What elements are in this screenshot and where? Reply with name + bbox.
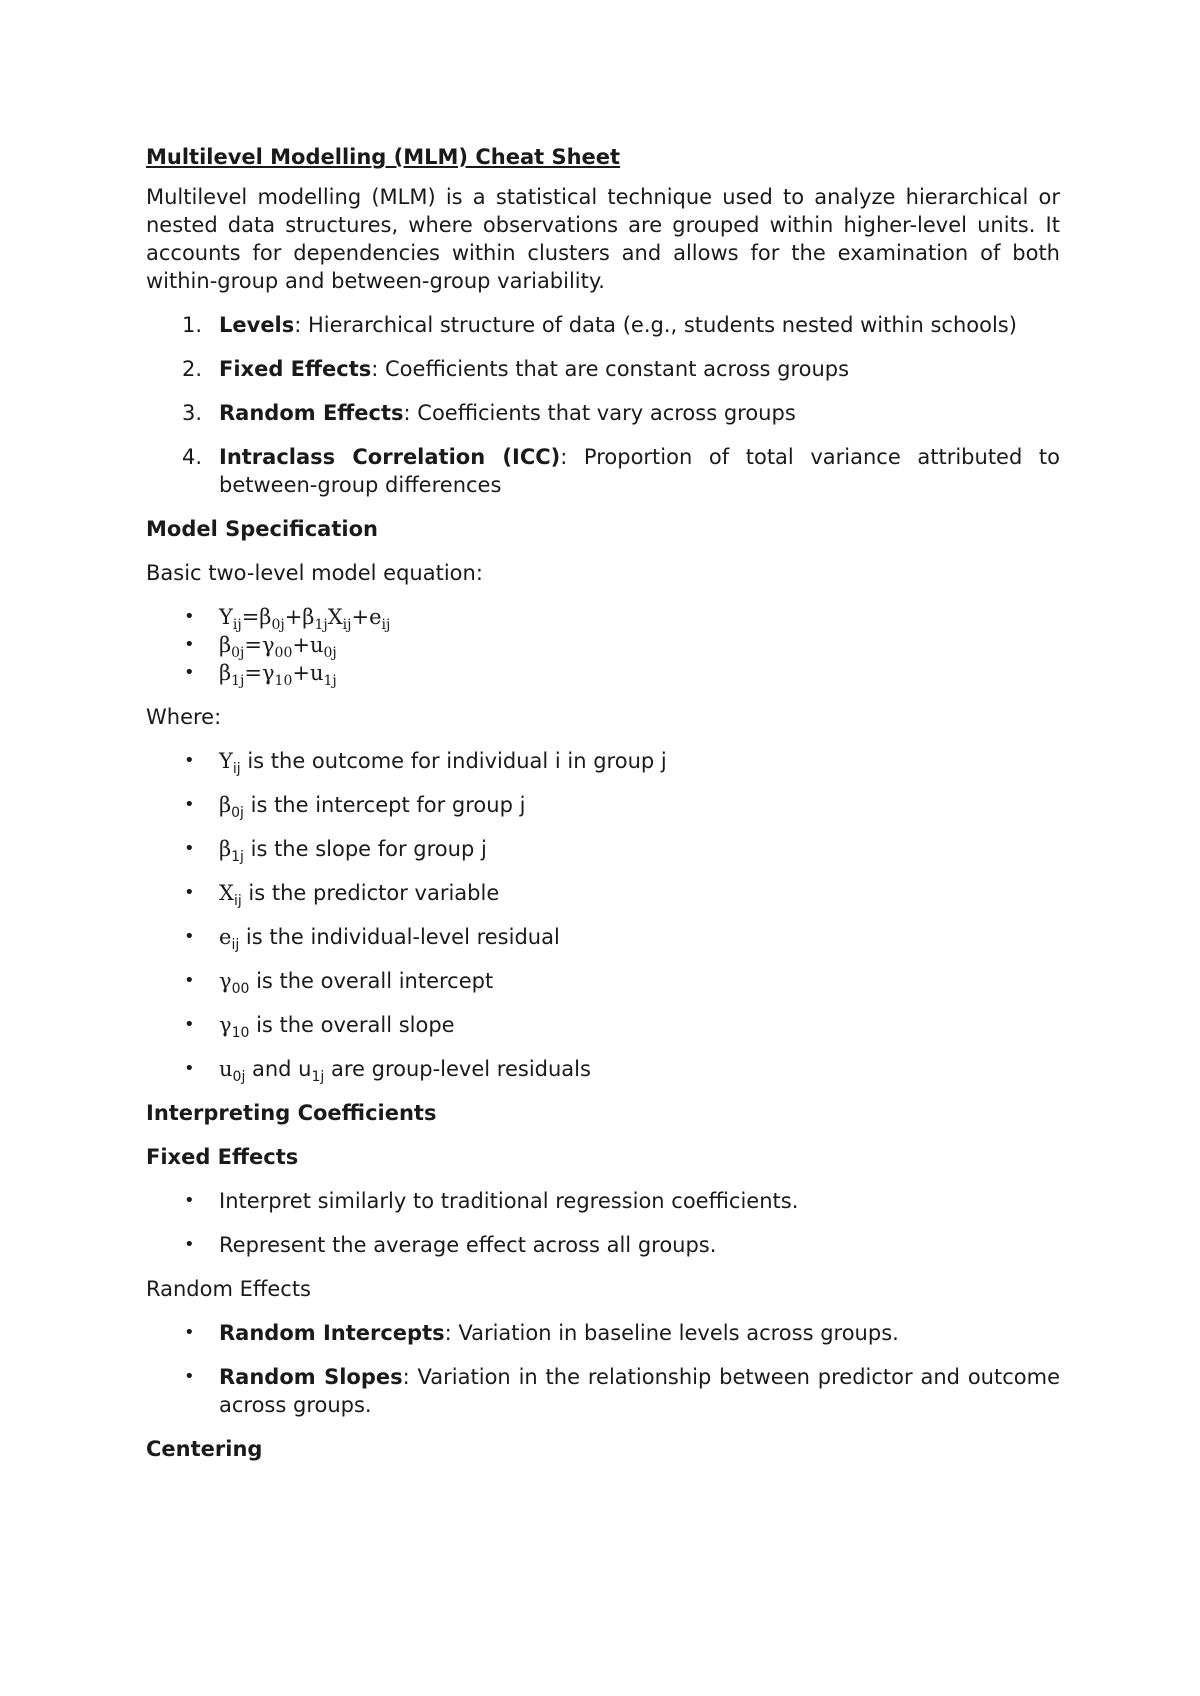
bullet-icon: • [184,1190,195,1211]
bullet-icon: • [184,1014,195,1035]
list-item [146,399,1060,427]
where-list [146,747,1060,1083]
bullet-icon: • [184,1234,195,1255]
document-body [146,143,1060,1479]
list-number: 2. [182,357,203,381]
list-item [146,1231,1060,1259]
concept-description: : Coefficients that vary across groups [403,401,796,425]
bullet-icon: • [184,1366,195,1387]
symbol-description: is the predictor variable [241,881,500,905]
symbol-subscript: 1j [231,849,244,865]
list-item [146,791,1060,819]
symbol-subscript: ij [232,761,241,777]
symbol: u [219,1057,233,1081]
bullet-icon: • [184,634,195,655]
list-item [146,747,1060,775]
list-item [146,1319,1060,1347]
list-item-text: Interpret similarly to traditional regression coefficients. [219,1189,799,1213]
symbol-subscript: 0j [231,805,244,821]
bullet-icon: • [184,926,195,947]
concept-description: : Coefficients that are constant across groups [371,357,850,381]
symbol: β [219,793,232,817]
bullet-icon: • [184,970,195,991]
equation-slope: $\beta_{1j}=\gamma_{10}+u_{1j}$ [219,661,337,689]
random-effects-list [146,1319,1060,1419]
bullet-icon: • [184,606,195,627]
list-item-text: Represent the average effect across all groups. [219,1233,717,1257]
equations-list [146,603,1060,687]
concept-term: Fixed Effects [219,357,372,381]
symbol-subscript: ij [231,937,240,953]
list-item [146,311,1060,339]
section-heading-model-specification: Model Specification [146,517,378,541]
list-item [146,1363,1060,1419]
symbol-description: is the overall slope [249,1013,455,1037]
symbol-subscript: ij [233,893,242,909]
equation-intercept: $\beta_{0j}=\gamma_{00}+u_{0j}$ [219,633,337,661]
concept-term: Intraclass Correlation (ICC) [219,445,561,469]
bullet-icon: • [184,838,195,859]
equation-level-1: $Y_{ij}=\beta_{0j}+\beta_{1j}X_{ij}+e_{ij}$ [219,605,391,633]
concepts-list [146,311,1060,499]
subheading-fixed-effects: Fixed Effects [146,1145,299,1169]
symbol-description: is the slope for group j [243,837,487,861]
intro-paragraph: Multilevel modelling (MLM) is a statistical technique used to analyze hierarchical or nested data structures, where observations are grouped within higher-level units. It accounts for dependencies within clusters and allows for the examination of both within-group and between-group variability. [146,185,1060,293]
list-number: 1. [182,313,203,337]
concept-description: : Hierarchical structure of data (e.g., students nested within schools) [294,313,1017,337]
bullet-icon: • [184,1058,195,1079]
bullet-icon: • [184,882,195,903]
symbol: β [219,837,232,861]
equation-item [146,631,1060,659]
symbol-subscript: 00 [231,981,250,997]
model-spec-intro: Basic two-level model equation: [146,561,483,585]
symbol-description: is the intercept for group j [243,793,526,817]
term-description: : Variation in baseline levels across groups. [444,1321,899,1345]
bullet-icon: • [184,794,195,815]
list-item [146,1055,1060,1083]
where-label: Where: [146,705,222,729]
symbol: γ [219,969,232,993]
bullet-icon: • [184,662,195,683]
list-number: 4. [182,445,203,469]
bullet-icon: • [184,1322,195,1343]
symbol: e [219,925,232,949]
symbol-description: is the outcome for individual i in group j [240,749,667,773]
document-title: Multilevel Modelling (MLM) Cheat Sheet [146,145,621,169]
list-item [146,879,1060,907]
equation-item [146,603,1060,631]
list-item [146,1187,1060,1215]
symbol: Y [219,749,233,773]
symbol-subscript: 0j [232,1069,246,1085]
section-heading-interpreting: Interpreting Coefficients [146,1101,437,1125]
list-item [146,923,1060,951]
equation-item [146,659,1060,687]
list-item [146,443,1060,499]
list-number: 3. [182,401,203,425]
section-heading-centering: Centering [146,1437,263,1461]
symbol-description: are group-level residuals [324,1057,591,1081]
fixed-effects-list [146,1187,1060,1259]
list-item [146,835,1060,863]
symbol-description: is the individual-level residual [239,925,560,949]
concept-description: : Proportion of total variance attributed to between-group differences [219,445,1060,497]
symbol-description: and u [245,1057,312,1081]
concept-term: Random Effects [219,401,404,425]
term: Random Intercepts [219,1321,445,1345]
symbol-subscript: 10 [231,1025,250,1041]
list-item [146,355,1060,383]
symbol-description: is the overall intercept [249,969,494,993]
bullet-icon: • [184,750,195,771]
symbol: X [219,881,234,905]
concept-term: Levels [219,313,295,337]
symbol-subscript: 1j [311,1069,325,1085]
list-item [146,967,1060,995]
subheading-random-effects: Random Effects [146,1277,311,1301]
term: Random Slopes [219,1365,403,1389]
term-description: : Variation in the relationship between predictor and outcome across groups. [219,1365,1060,1417]
symbol: γ [219,1013,232,1037]
list-item [146,1011,1060,1039]
